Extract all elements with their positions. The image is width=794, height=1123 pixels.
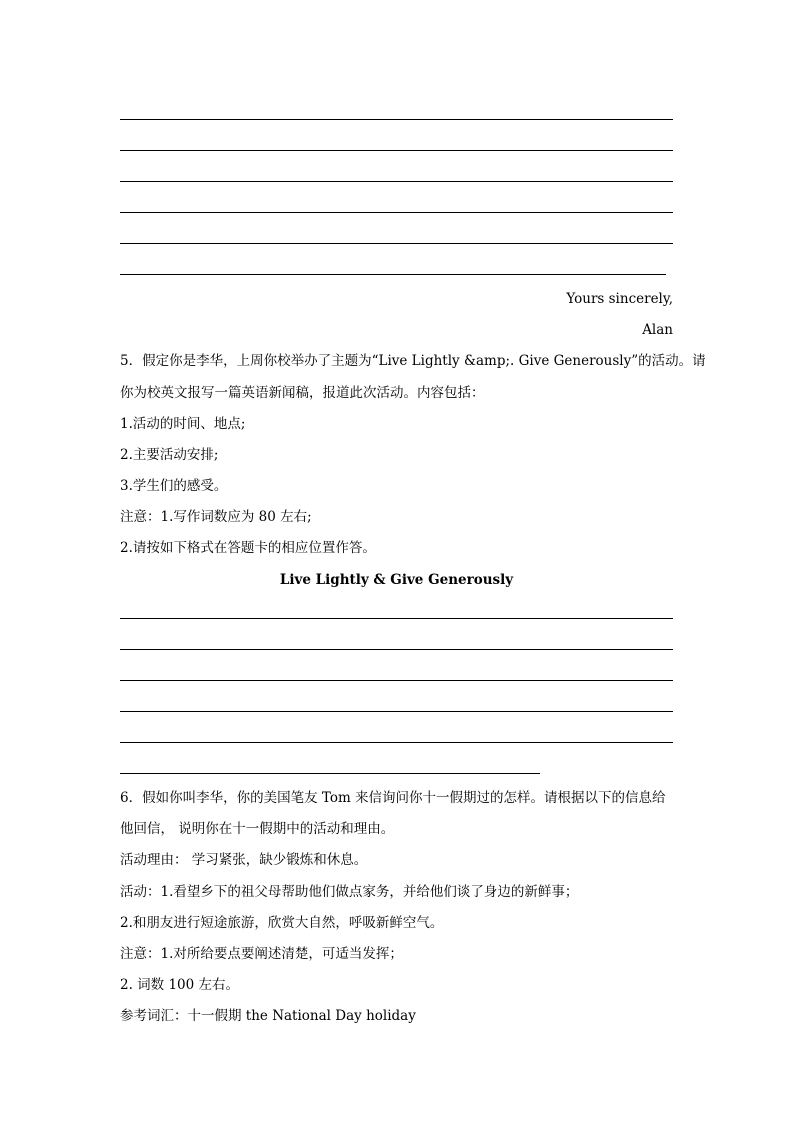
answer-line	[120, 274, 666, 275]
q6-note1: 注意：1.对所给要点要阐述清楚，可适当发挥；	[120, 946, 403, 962]
answer-line	[120, 649, 673, 650]
q5-point2: 2.主要活动安排;	[120, 447, 219, 463]
answer-line	[120, 680, 673, 681]
letter-closing: Yours sincerely,	[566, 291, 673, 307]
q6-activity2: 2.和朋友进行短途旅游，欣赏大自然，呼吸新鲜空气。	[120, 915, 444, 931]
answer-line	[120, 212, 673, 213]
answer-line	[120, 181, 673, 182]
q6-reason: 活动理由： 学习紧张，缺少锻炼和休息。	[120, 852, 368, 868]
q5-essay-title: Live Lightly & Give Generously	[279, 572, 514, 588]
answer-line	[120, 742, 673, 743]
q5-point1: 1.活动的时间、地点;	[120, 416, 246, 432]
answer-line	[120, 119, 673, 120]
q6-vocab: 参考词汇：十一假期 the National Day holiday	[120, 1008, 416, 1024]
q5-intro-line2: 你为校英文报写一篇英语新闻稿，报道此次活动。内容包括：	[120, 385, 485, 401]
q6-note2: 2. 词数 100 左右。	[120, 977, 240, 993]
letter-signature: Alan	[642, 322, 673, 338]
q5-intro-line1: 5．假定你是李华，上周你校举办了主题为“Live Lightly &amp;. Give Generously”的活动。请	[120, 353, 706, 369]
q6-activity1: 活动：1.看望乡下的祖父母帮助他们做点家务，并给他们谈了身边的新鲜事；	[120, 884, 579, 900]
q6-intro-line1: 6．假如你叫李华，你的美国笔友 Tom 来信询问你十一假期过的怎样。请根据以下的信息给	[120, 790, 666, 806]
answer-line	[120, 711, 673, 712]
answer-line	[120, 243, 673, 244]
answer-line	[120, 618, 673, 619]
answer-line	[120, 773, 540, 774]
answer-line	[120, 150, 673, 151]
q5-point3: 3.学生们的感受。	[120, 478, 228, 494]
q6-intro-line2: 他回信， 说明你在十一假期中的活动和理由。	[120, 821, 395, 837]
q5-note2: 2.请按如下格式在答题卡的相应位置作答。	[120, 540, 376, 556]
q5-note1: 注意：1.写作词数应为 80 左右;	[120, 509, 312, 525]
